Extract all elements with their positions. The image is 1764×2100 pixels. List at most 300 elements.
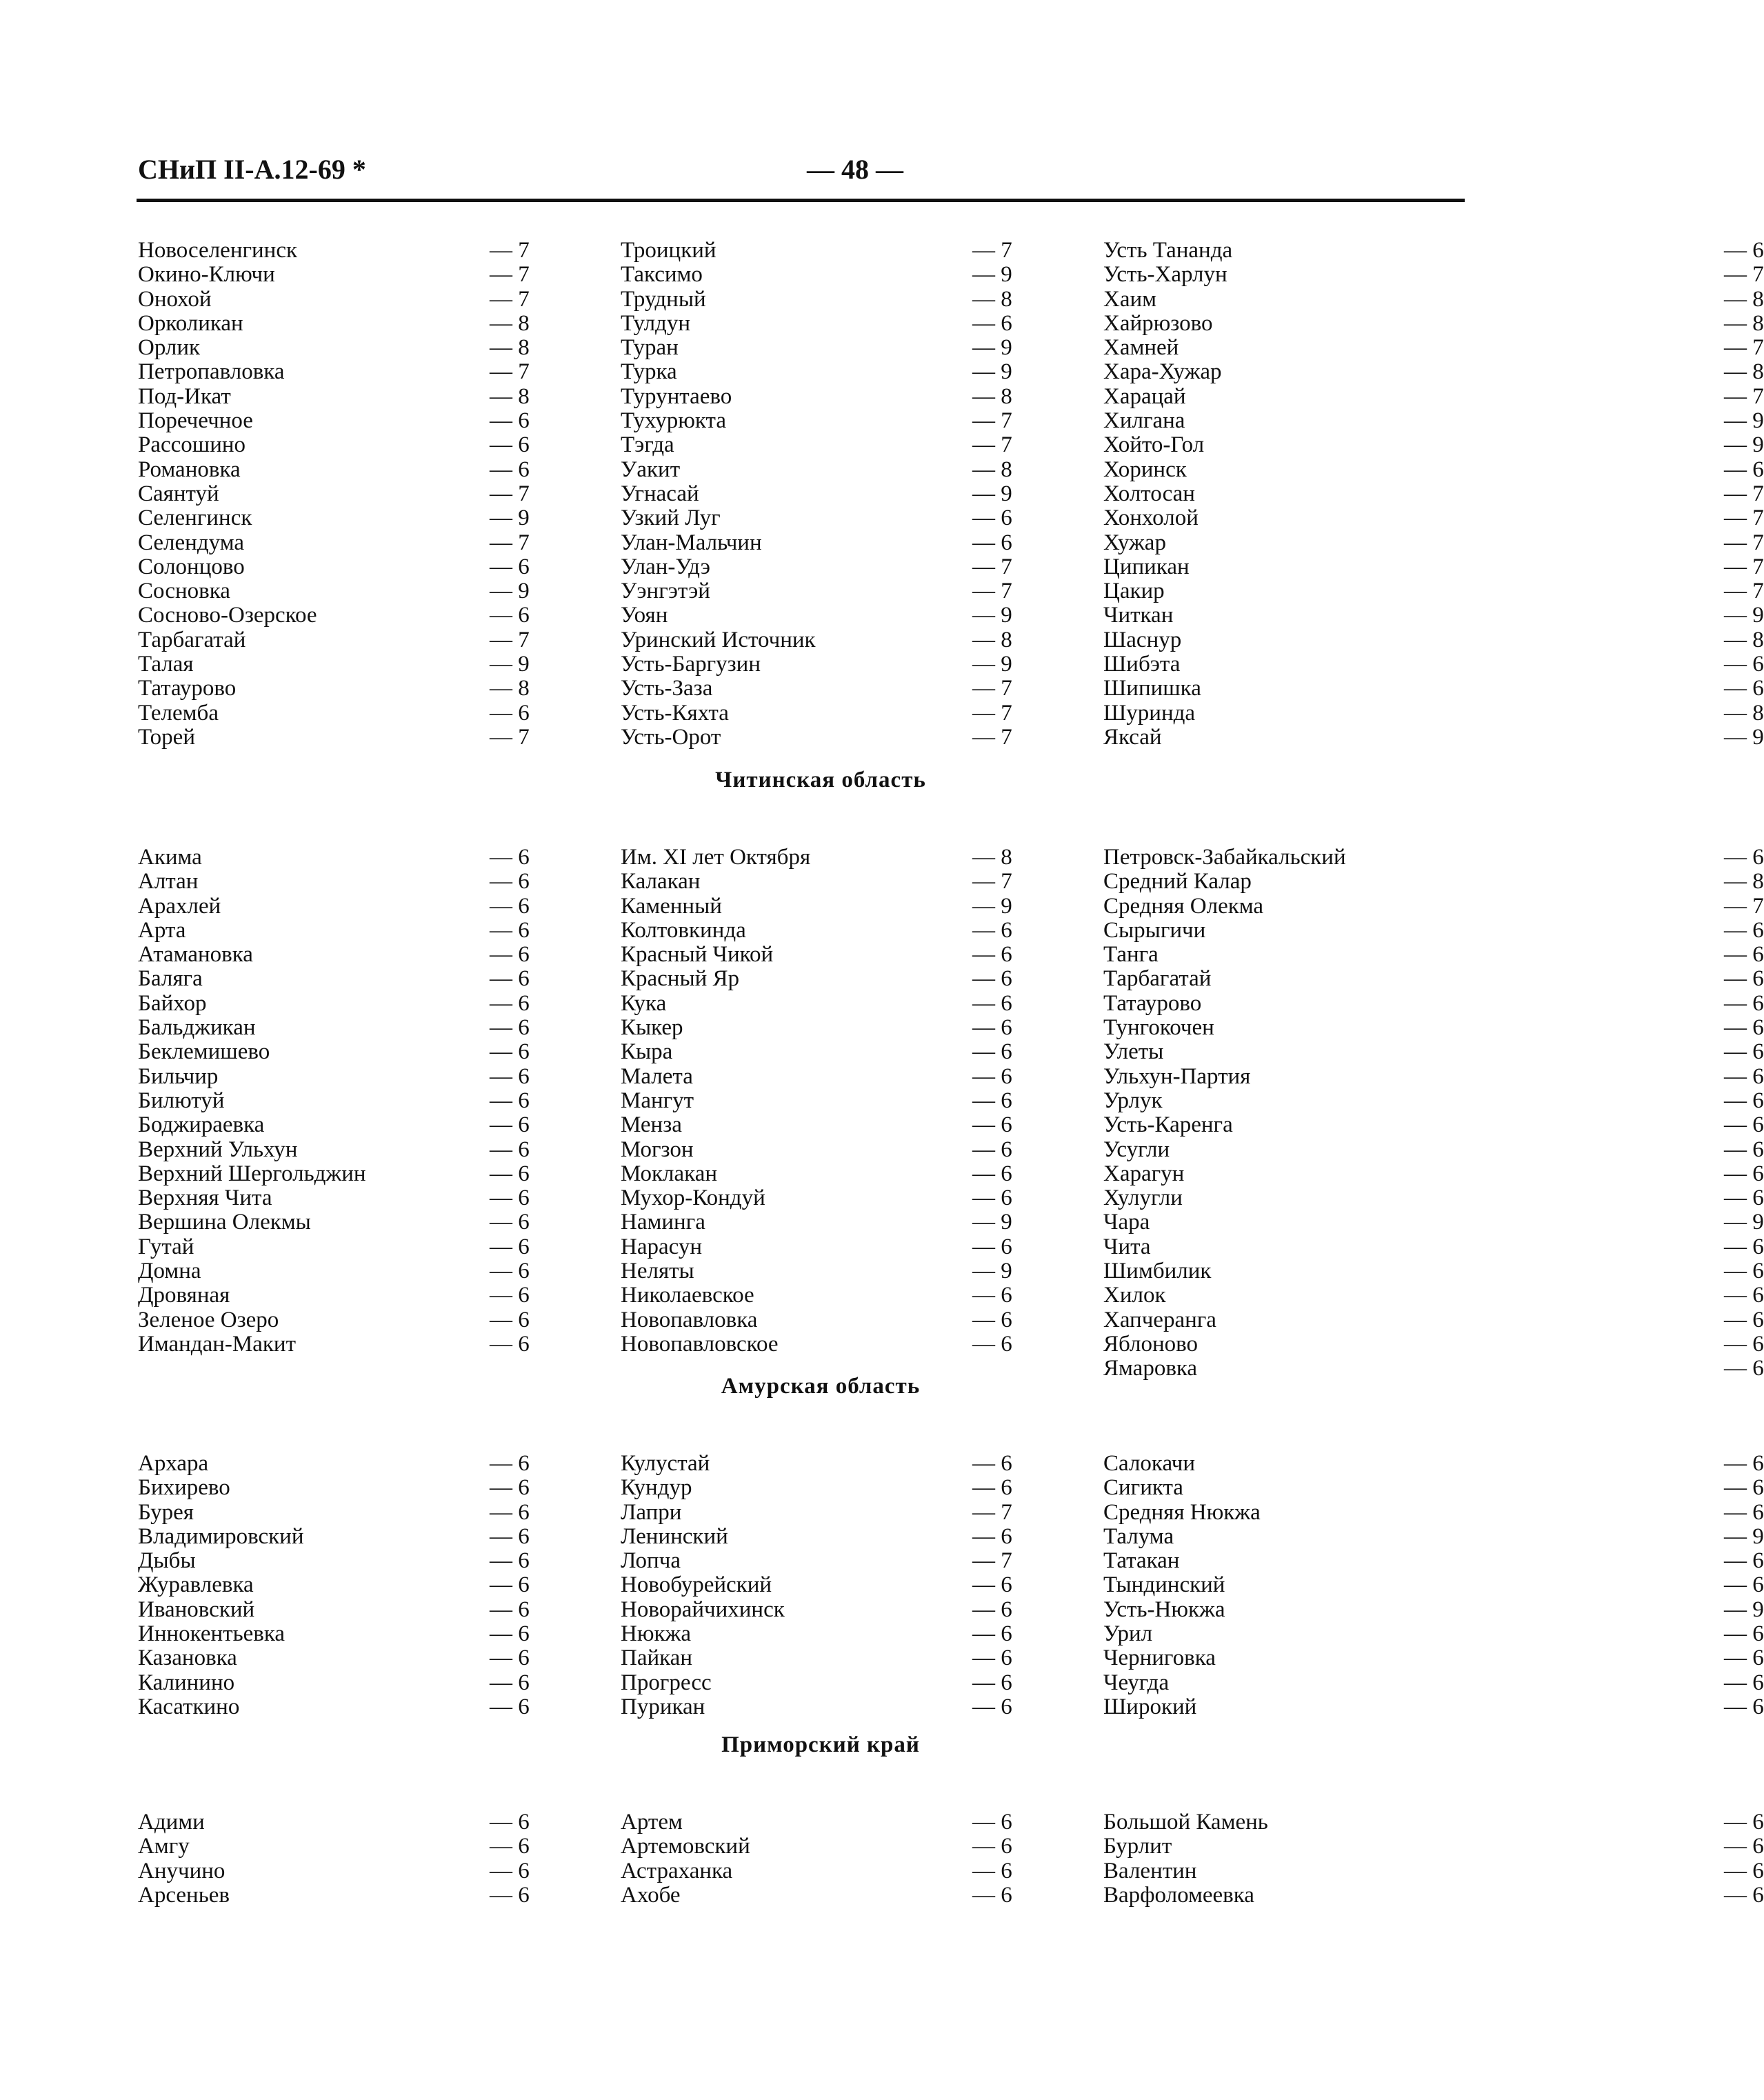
settlement-name: Шуринда	[1103, 700, 1196, 726]
list-item	[621, 1476, 1103, 1500]
settlement-name: Шимбилик	[1103, 1259, 1212, 1284]
settlement-name: Владимировский	[138, 1523, 304, 1549]
zone-value: — 8	[490, 383, 530, 409]
zone-value: — 6	[1724, 1186, 1764, 1211]
settlement-name: Тунгокочен	[1103, 1015, 1214, 1041]
zone-value: — 6	[490, 1499, 530, 1525]
zone-value: — 7	[490, 286, 530, 312]
zone-value: — 6	[1724, 1646, 1764, 1671]
list-item	[138, 1113, 621, 1137]
zone-value: — 6	[972, 310, 1012, 336]
settlement-name: Архара	[138, 1451, 209, 1476]
list-item	[138, 1671, 621, 1695]
list-item	[138, 1283, 621, 1308]
list-item	[1103, 579, 1764, 604]
list-item	[1103, 1810, 1764, 1834]
list-column	[1103, 238, 1764, 750]
list-item	[138, 919, 621, 943]
list-item	[138, 1646, 621, 1670]
settlement-name: Читкан	[1103, 603, 1174, 628]
zone-value: — 8	[1724, 286, 1764, 312]
document-code: СНиП II-А.12-69 *	[138, 154, 366, 185]
settlement-name: Лопча	[621, 1548, 681, 1574]
list-item	[1103, 1015, 1764, 1041]
list-item	[138, 1598, 621, 1622]
list-item	[138, 1622, 621, 1646]
list-item	[138, 603, 621, 628]
zone-value: — 9	[490, 506, 530, 531]
settlement-name: Тындинский	[1103, 1572, 1225, 1598]
list-item	[138, 1834, 621, 1859]
settlement-name: Нарасун	[621, 1234, 702, 1259]
settlement-name: Николаевское	[621, 1283, 754, 1308]
settlement-name: Алтан	[138, 869, 199, 894]
zone-value: — 7	[1724, 262, 1764, 288]
settlement-name: Журавлевка	[138, 1572, 254, 1598]
zone-value: — 7	[972, 1499, 1012, 1525]
list-item	[138, 1476, 621, 1500]
settlement-name: Салокачи	[1103, 1451, 1196, 1476]
list-item	[621, 1622, 1103, 1646]
list-item	[621, 385, 1103, 409]
list-item	[138, 555, 621, 579]
list-item	[621, 1113, 1103, 1137]
zone-value: — 6	[490, 1331, 530, 1357]
zone-value: — 6	[490, 942, 530, 968]
list-item	[1103, 1834, 1764, 1859]
list-item	[621, 555, 1103, 579]
list-item	[138, 1040, 621, 1064]
zone-value: — 6	[490, 1112, 530, 1138]
zone-value: — 6	[1724, 457, 1764, 482]
zone-value: — 9	[972, 1210, 1012, 1235]
zone-value: — 7	[1724, 506, 1764, 531]
zone-value: — 6	[490, 1015, 530, 1041]
settlement-name: Петровск-Забайкальский	[1103, 845, 1346, 870]
list-item	[138, 239, 621, 263]
list-item	[1103, 724, 1764, 750]
settlement-name: Моклакан	[621, 1161, 718, 1186]
settlement-name: Селенгинск	[138, 506, 252, 531]
list-item	[621, 894, 1103, 919]
list-item	[621, 1040, 1103, 1064]
page-header	[138, 153, 1462, 197]
zone-value: — 6	[1724, 1810, 1764, 1834]
zone-value: — 9	[1724, 432, 1764, 458]
zone-value: — 6	[490, 457, 530, 482]
list-item	[1103, 432, 1764, 458]
settlement-name: Новопавловка	[621, 1307, 758, 1332]
list-item	[621, 409, 1103, 433]
list-item	[1103, 1039, 1764, 1065]
list-item	[138, 1259, 621, 1283]
settlement-name: Менза	[621, 1112, 682, 1138]
zone-value: — 9	[1724, 1597, 1764, 1622]
settlement-list	[138, 238, 1764, 750]
zone-value: — 6	[1724, 990, 1764, 1016]
settlement-name: Яксай	[1103, 724, 1162, 750]
settlement-name: Урлук	[1103, 1088, 1163, 1113]
settlement-name: Пурикан	[621, 1694, 705, 1719]
zone-value: — 8	[972, 383, 1012, 409]
settlement-name: Бурлит	[1103, 1834, 1172, 1859]
zone-value: — 6	[490, 1210, 530, 1235]
list-item	[1103, 1621, 1764, 1647]
list-item	[1103, 1283, 1764, 1308]
zone-value: — 6	[1724, 1039, 1764, 1065]
list-item	[621, 1332, 1103, 1357]
list-item	[138, 288, 621, 312]
list-item	[138, 579, 621, 603]
settlement-name: Рассошино	[138, 432, 246, 458]
zone-value: — 6	[1724, 1475, 1764, 1501]
list-item	[1103, 1259, 1764, 1284]
settlement-name: Анучино	[138, 1858, 225, 1883]
settlement-name: Талума	[1103, 1523, 1174, 1549]
zone-value: — 8	[490, 676, 530, 701]
zone-value: — 6	[972, 1858, 1012, 1883]
settlement-name: Сигикта	[1103, 1475, 1183, 1501]
list-item	[1103, 1234, 1764, 1259]
zone-value: — 6	[972, 1670, 1012, 1695]
zone-value: — 6	[1724, 1670, 1764, 1695]
settlement-name: Варфоломеевка	[1103, 1882, 1254, 1908]
settlement-name: Хонхолой	[1103, 506, 1199, 531]
list-item	[621, 603, 1103, 628]
zone-value: — 8	[1724, 700, 1764, 726]
zone-value: — 7	[972, 676, 1012, 701]
zone-value: — 7	[1724, 481, 1764, 506]
zone-value: — 6	[1724, 1331, 1764, 1357]
settlement-name: Усть-Кяхта	[621, 700, 729, 726]
settlement-name: Торей	[138, 724, 195, 750]
settlement-name: Уоян	[621, 603, 668, 628]
list-item	[138, 652, 621, 677]
settlement-name: Ципикан	[1103, 554, 1190, 579]
list-item	[138, 1065, 621, 1089]
settlement-name: Пайкан	[621, 1646, 692, 1671]
list-item	[1103, 1331, 1764, 1357]
zone-value: — 7	[490, 238, 530, 263]
list-item	[138, 458, 621, 482]
list-item	[621, 579, 1103, 603]
settlement-name: Атамановка	[138, 942, 253, 968]
settlement-name: Верхний Шергольджин	[138, 1161, 366, 1186]
settlement-name: Урил	[1103, 1621, 1153, 1647]
settlement-name: Шипишка	[1103, 676, 1201, 701]
zone-value: — 6	[490, 554, 530, 579]
settlement-name: Орлик	[138, 335, 201, 361]
zone-value: — 8	[1724, 359, 1764, 385]
zone-value: — 6	[490, 1234, 530, 1259]
settlement-name: Усть Тананда	[1103, 238, 1233, 263]
settlement-name: Тарбагатай	[1103, 966, 1212, 992]
settlement-name: Узкий Луг	[621, 506, 721, 531]
list-item	[1103, 893, 1764, 919]
settlement-name: Средняя Нюкжа	[1103, 1499, 1261, 1525]
settlement-name: Бихирево	[138, 1475, 230, 1501]
settlement-name: Дыбы	[138, 1548, 196, 1574]
settlement-name: Чита	[1103, 1234, 1151, 1259]
settlement-name: Телемба	[138, 700, 219, 726]
settlement-name: Домна	[138, 1259, 201, 1284]
settlement-name: Сосново-Озерское	[138, 603, 317, 628]
list-item	[1103, 457, 1764, 482]
settlement-name: Новопавловское	[621, 1331, 779, 1357]
zone-value: — 9	[972, 893, 1012, 919]
settlement-name: Мухор-Кондуй	[621, 1186, 765, 1211]
settlement-name: Усть-Заза	[621, 676, 713, 701]
zone-value: — 6	[972, 1694, 1012, 1719]
settlement-name: Туран	[621, 335, 679, 361]
list-item	[1103, 1137, 1764, 1162]
zone-value: — 6	[972, 1523, 1012, 1549]
list-item	[138, 385, 621, 409]
settlement-name: Хапчеранга	[1103, 1307, 1216, 1332]
list-item	[621, 1646, 1103, 1670]
settlement-name: Шибэта	[1103, 652, 1181, 677]
list-item	[1103, 1499, 1764, 1525]
zone-value: — 6	[972, 1597, 1012, 1622]
list-item	[1103, 554, 1764, 579]
settlement-name: Зеленое Озеро	[138, 1307, 279, 1332]
list-column	[1103, 1451, 1764, 1719]
settlement-name: Хойто-Гол	[1103, 432, 1205, 458]
settlement-name: Кулустай	[621, 1451, 710, 1476]
settlement-name: Иннокентьевка	[138, 1621, 285, 1647]
zone-value: — 6	[972, 1834, 1012, 1859]
list-item	[1103, 1646, 1764, 1671]
list-item	[1103, 1161, 1764, 1186]
list-item	[621, 458, 1103, 482]
zone-value: — 6	[972, 1088, 1012, 1113]
list-item	[621, 1525, 1103, 1549]
list-item	[1103, 359, 1764, 385]
zone-value: — 6	[1724, 1834, 1764, 1859]
settlement-name: Трудный	[621, 286, 706, 312]
zone-value: — 6	[490, 700, 530, 726]
settlement-name: Уакит	[621, 457, 681, 482]
zone-value: — 6	[1724, 1572, 1764, 1598]
list-item	[621, 1671, 1103, 1695]
zone-value: — 6	[1724, 966, 1764, 992]
settlement-name: Солонцово	[138, 554, 245, 579]
list-column	[138, 239, 621, 750]
settlement-name: Байхор	[138, 990, 207, 1016]
list-item	[138, 943, 621, 967]
list-item	[138, 506, 621, 530]
zone-value: — 7	[972, 1548, 1012, 1574]
settlement-name: Средняя Олекма	[1103, 893, 1264, 919]
list-item	[621, 1834, 1103, 1859]
zone-value: — 7	[490, 724, 530, 750]
zone-value: — 7	[490, 481, 530, 506]
settlement-name: Татакан	[1103, 1548, 1180, 1574]
zone-value: — 6	[972, 966, 1012, 992]
settlement-name: Красный Яр	[621, 966, 740, 992]
list-item	[138, 482, 621, 506]
zone-value: — 6	[972, 1451, 1012, 1476]
settlement-name: Красный Чикой	[621, 942, 774, 968]
list-item	[621, 288, 1103, 312]
list-item	[621, 482, 1103, 506]
zone-value: — 6	[972, 1161, 1012, 1186]
list-item	[138, 628, 621, 652]
list-item	[621, 1501, 1103, 1525]
list-item	[621, 506, 1103, 530]
list-item	[621, 1210, 1103, 1234]
list-item	[1103, 1210, 1764, 1235]
zone-value: — 6	[490, 1088, 530, 1113]
list-item	[1103, 627, 1764, 652]
section-heading: Амурская область	[721, 1374, 921, 1399]
list-column	[621, 1810, 1103, 1908]
zone-value: — 7	[972, 869, 1012, 894]
list-item	[1103, 1063, 1764, 1089]
zone-value: — 6	[490, 1523, 530, 1549]
settlement-name: Талая	[138, 652, 194, 677]
settlement-name: Под-Икат	[138, 383, 231, 409]
list-item	[1103, 238, 1764, 263]
zone-value: — 6	[490, 603, 530, 628]
settlement-name: Улан-Мальчин	[621, 530, 762, 555]
settlement-list	[138, 1810, 1764, 1908]
settlement-name: Селендума	[138, 530, 244, 555]
settlement-name: Новобурейский	[621, 1572, 772, 1598]
zone-value: — 7	[1724, 554, 1764, 579]
list-item	[138, 1016, 621, 1040]
list-item	[1103, 1670, 1764, 1695]
list-item	[138, 531, 621, 555]
zone-value: — 6	[972, 1039, 1012, 1065]
zone-value: — 6	[972, 917, 1012, 943]
list-item	[138, 726, 621, 750]
settlement-name: Цакир	[1103, 579, 1165, 604]
zone-value: — 8	[1724, 627, 1764, 652]
list-item	[138, 312, 621, 336]
zone-value: — 6	[972, 1234, 1012, 1259]
list-item	[1103, 1307, 1764, 1332]
settlement-name: Яблоново	[1103, 1331, 1198, 1357]
list-item	[138, 1235, 621, 1259]
list-item	[1103, 408, 1764, 434]
list-item	[138, 360, 621, 384]
list-item	[621, 870, 1103, 894]
zone-value: — 6	[1724, 1015, 1764, 1041]
settlement-name: Широкий	[1103, 1694, 1197, 1719]
list-item	[1103, 310, 1764, 336]
zone-value: — 7	[972, 238, 1012, 263]
zone-value: — 6	[490, 1670, 530, 1695]
list-item	[138, 1810, 621, 1834]
list-item	[621, 531, 1103, 555]
zone-value: — 6	[972, 1186, 1012, 1211]
settlement-name: Каменный	[621, 893, 722, 919]
list-item	[1103, 286, 1764, 312]
zone-value: — 6	[1724, 1499, 1764, 1525]
settlement-name: Кыра	[621, 1039, 673, 1065]
settlement-name: Бурея	[138, 1499, 194, 1525]
list-item	[1103, 1186, 1764, 1211]
zone-value: — 6	[490, 1063, 530, 1089]
list-item	[621, 263, 1103, 287]
settlement-list	[138, 845, 1764, 1381]
zone-value: — 6	[1724, 676, 1764, 701]
zone-value: — 6	[490, 966, 530, 992]
zone-value: — 6	[972, 1646, 1012, 1671]
zone-value: — 6	[1724, 1882, 1764, 1908]
settlement-name: Кука	[621, 990, 667, 1016]
list-item	[621, 967, 1103, 991]
list-column	[138, 1452, 621, 1719]
settlement-name: Тарбагатай	[138, 627, 246, 652]
settlement-name: Ямаровка	[1103, 1356, 1198, 1381]
list-column	[621, 239, 1103, 750]
list-item	[621, 312, 1103, 336]
settlement-name: Усть-Нюкжа	[1103, 1597, 1225, 1622]
list-item	[138, 1186, 621, 1210]
list-item	[621, 1089, 1103, 1113]
settlement-name: Вершина Олекмы	[138, 1210, 311, 1235]
list-item	[138, 409, 621, 433]
settlement-name: Арахлей	[138, 893, 221, 919]
settlement-name: Чеугда	[1103, 1670, 1170, 1695]
settlement-name: Черниговка	[1103, 1646, 1216, 1671]
list-column	[1103, 1810, 1764, 1908]
settlement-name: Татаурово	[138, 676, 237, 701]
list-item	[138, 1138, 621, 1162]
list-item	[1103, 1882, 1764, 1908]
list-item	[1103, 966, 1764, 992]
zone-value: — 7	[972, 408, 1012, 434]
zone-value: — 6	[490, 1646, 530, 1671]
settlement-name: Усть-Каренга	[1103, 1112, 1233, 1138]
settlement-name: Петропавловка	[138, 359, 285, 385]
zone-value: — 7	[972, 724, 1012, 750]
settlement-name: Арта	[138, 917, 186, 943]
settlement-list	[138, 1451, 1764, 1719]
settlement-name: Большой Камень	[1103, 1810, 1268, 1834]
zone-value: — 6	[490, 869, 530, 894]
zone-value: — 6	[1724, 1161, 1764, 1186]
settlement-name: Харацай	[1103, 383, 1186, 409]
page-number: — 48 —	[807, 154, 903, 185]
list-item	[1103, 1451, 1764, 1476]
zone-value: — 6	[490, 1882, 530, 1908]
list-item	[621, 1573, 1103, 1597]
zone-value: — 7	[972, 700, 1012, 726]
settlement-name: Хилгана	[1103, 408, 1185, 434]
list-item	[1103, 652, 1764, 677]
list-item	[138, 1089, 621, 1113]
zone-value: — 6	[972, 1475, 1012, 1501]
list-item	[621, 1859, 1103, 1883]
zone-value: — 6	[1724, 1137, 1764, 1162]
list-item	[621, 1452, 1103, 1476]
zone-value: — 6	[490, 1621, 530, 1647]
list-item	[1103, 1694, 1764, 1719]
settlement-name: Казановка	[138, 1646, 237, 1671]
list-column	[621, 1452, 1103, 1719]
zone-value: — 7	[1724, 893, 1764, 919]
zone-value: — 6	[490, 1572, 530, 1598]
list-item	[138, 1573, 621, 1597]
list-item	[621, 239, 1103, 263]
list-item	[138, 433, 621, 457]
list-item	[621, 628, 1103, 652]
zone-value: — 8	[972, 457, 1012, 482]
zone-value: — 8	[490, 335, 530, 361]
